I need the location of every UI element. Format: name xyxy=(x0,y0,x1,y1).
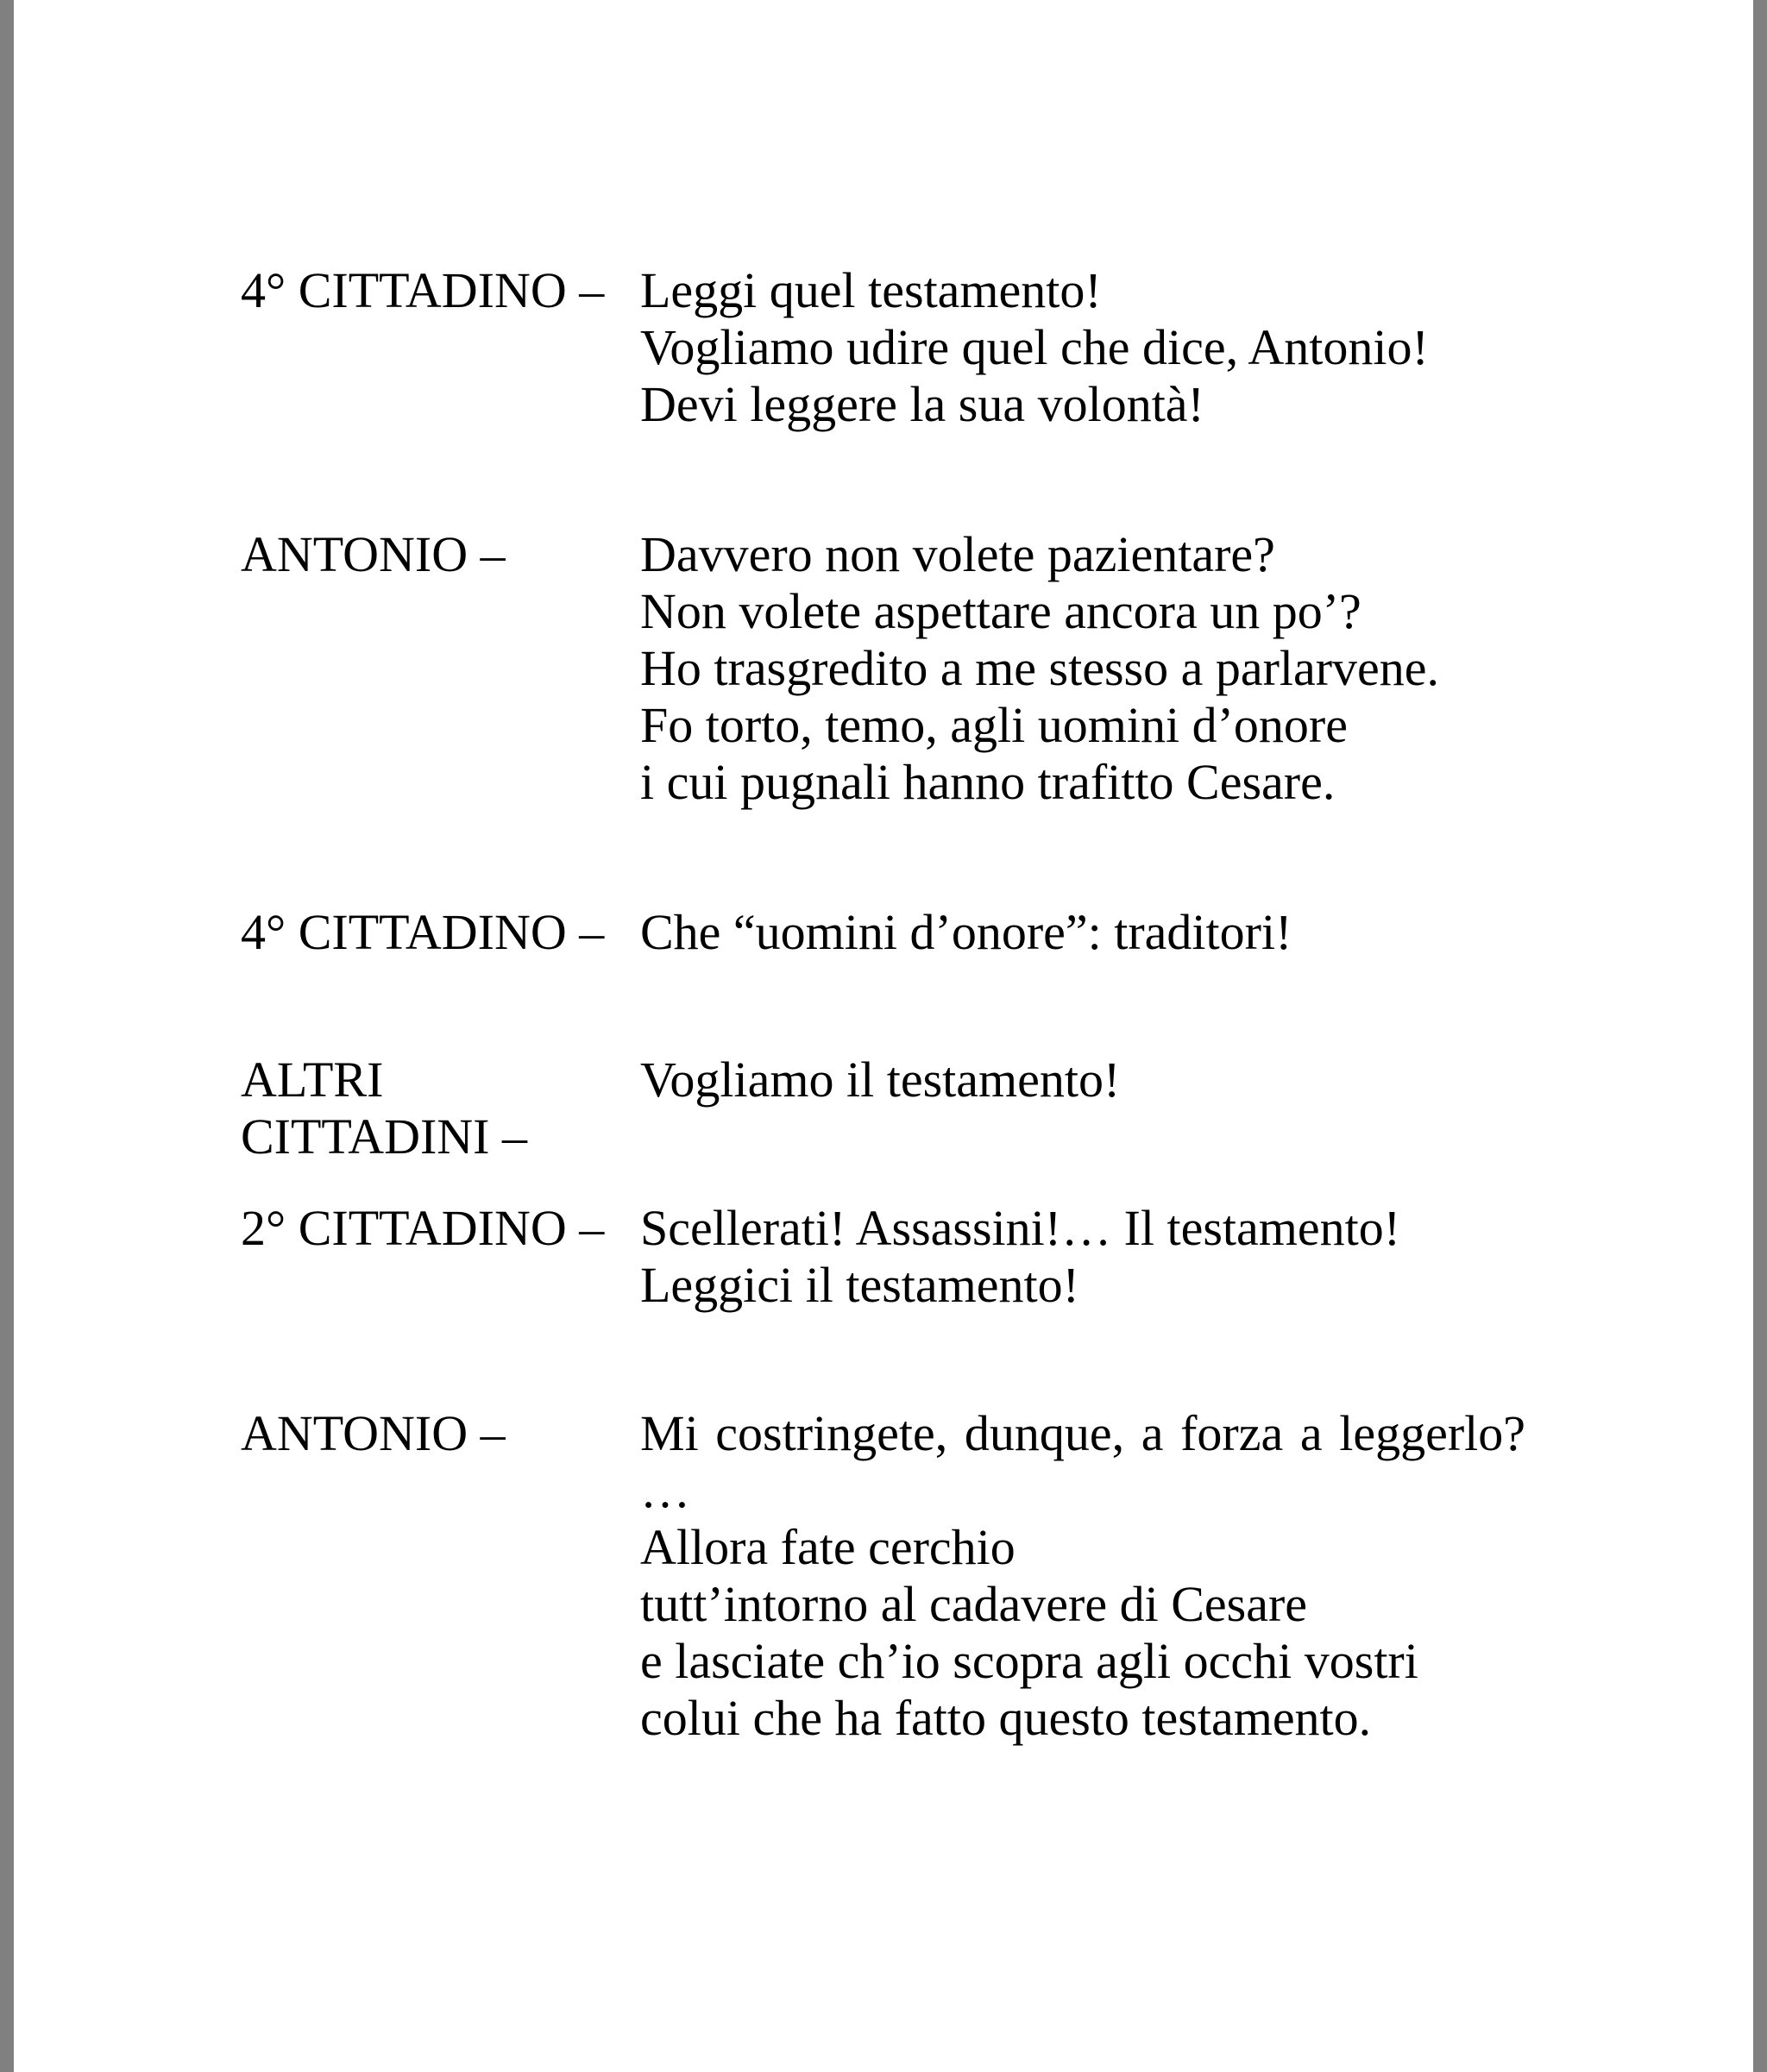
speech-lines xyxy=(640,1052,1525,1108)
right-gutter xyxy=(1753,0,1767,2072)
speech-line: e lasciate ch’io scopra agli occhi vostri xyxy=(640,1633,1418,1689)
speaker-label: ANTONIO – xyxy=(241,526,506,582)
left-gutter xyxy=(0,0,14,2072)
speech-line: Allora fate cerchio xyxy=(640,1519,1016,1575)
speech-line: Non volete aspettare ancora un po’? xyxy=(640,583,1361,639)
speech-line: Mi costringete, dunque, a forza a leggerlo? xyxy=(640,1405,1525,1461)
speaker-label: ALTRI CITTADINI – xyxy=(241,1052,527,1165)
speaker-label: 2° CITTADINO – xyxy=(241,1200,605,1256)
speech-lines xyxy=(640,904,1525,961)
speech-lines xyxy=(640,262,1525,433)
speech-line: Leggici il testamento! xyxy=(640,1257,1079,1313)
speech-line: … xyxy=(640,1462,690,1518)
speech-line: Fo torto, temo, agli uomini d’onore xyxy=(640,697,1348,753)
speech-lines xyxy=(640,526,1525,811)
speaker-label: 4° CITTADINO – xyxy=(241,262,605,318)
speech-line: Ho trasgredito a me stesso a parlarvene. xyxy=(640,640,1440,696)
speech-line: Scellerati! Assassini!… Il testamento! xyxy=(640,1200,1401,1256)
speech-line: Leggi quel testamento! xyxy=(640,262,1102,318)
speech-line: Davvero non volete pazientare? xyxy=(640,526,1275,582)
speaker-label: ANTONIO – xyxy=(241,1405,506,1461)
speech-line: Che “uomini d’onore”: traditori! xyxy=(640,904,1292,960)
speech-line: Vogliamo udire quel che dice, Antonio! xyxy=(640,319,1429,375)
speaker-label: 4° CITTADINO – xyxy=(241,904,605,960)
speech-line: Devi leggere la sua volontà! xyxy=(640,376,1204,432)
speech-line: tutt’intorno al cadavere di Cesare xyxy=(640,1576,1308,1632)
speech-lines xyxy=(640,1405,1525,1747)
speech-line: i cui pugnali hanno trafitto Cesare. xyxy=(640,754,1336,810)
document-page xyxy=(14,0,1753,2072)
speech-line: colui che ha fatto questo testamento. xyxy=(640,1690,1372,1746)
speech-line: Vogliamo il testamento! xyxy=(640,1052,1121,1108)
speech-lines xyxy=(640,1200,1525,1314)
